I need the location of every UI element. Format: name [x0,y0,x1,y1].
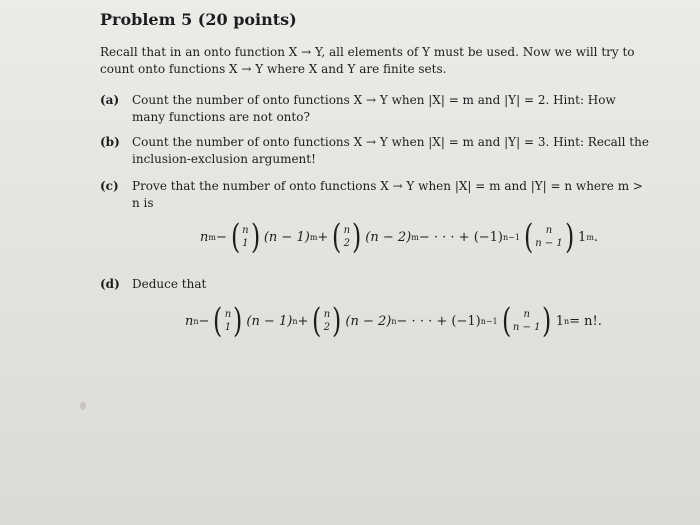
formula-c-plus: + [317,229,329,245]
formula-d-end: = n!. [569,313,602,329]
binom-top: n [224,309,232,320]
formula-c-dots: − · · · + (−1) [418,229,503,245]
formula-c-tail-exp: m [586,232,594,242]
formula-d-tail-exp: n [564,316,570,326]
part-c-label: (c) [100,179,119,193]
formula-d-lead: n [185,313,194,329]
formula-d-term-1-exp: n [292,316,298,326]
formula-d-term-2: (n − 2) [345,313,392,329]
binom-bottom: 2 [343,238,350,249]
formula-c-term-2-exp: m [411,232,419,242]
binom-bottom: 2 [323,322,331,333]
formula-d-minus: − [198,313,210,329]
formula-d-sign-exp: n−1 [480,316,498,326]
formula-c-lead: n [200,229,209,245]
binom-top: n [343,225,351,236]
formula-d-lead-exp: n [193,316,199,326]
binom-top: n [323,309,331,320]
formula-d-binom-1: ( n 1 ) [213,301,243,341]
binom-top: n [545,225,553,236]
part-b-label: (b) [100,135,120,149]
part-d-text: Deduce that [132,277,207,291]
formula-d-term-2-exp: n [391,316,397,326]
formula-c-tail: 1 [578,229,587,245]
formula-d-tail: 1 [555,313,564,329]
formula-c-end: . [593,229,599,245]
binom-bottom: n − 1 [512,322,541,333]
part-d-label: (d) [100,277,120,291]
formula-c-sign-exp: n−1 [503,232,520,242]
formula-d-term-1: (n − 1) [246,313,293,329]
part-c-text: Prove that the number of onto functions X → Y when |X| = m and |Y| = n where m > n is [132,179,643,210]
formula-d-binom-2: ( n 2 ) [312,301,342,341]
problem-title: Problem 5 (20 points) [100,10,297,29]
part-b-text: Count the number of onto functions X → Y when |X| = m and |Y| = 3. Hint: Recall the inclusion-exclusion argument! [132,135,649,166]
binom-bottom: 1 [242,238,249,249]
formula-c-binom-3: ( n n − 1 ) [523,217,575,257]
binom-top: n [523,309,530,320]
formula-d [185,301,602,341]
binom-top: n [242,225,249,236]
formula-d-plus: + [297,313,309,329]
formula-c-term-1-exp: m [309,232,318,242]
part-a-text: Count the number of onto functions X → Y when |X| = m and |Y| = 2. Hint: How many functions are not onto? [132,93,616,124]
formula-c [200,217,599,257]
part-a-label: (a) [100,93,120,107]
binom-bottom: 1 [224,322,232,333]
formula-c-binom-1: ( n 1 ) [230,217,260,257]
formula-c-binom-2: ( n 2 ) [332,217,362,257]
formula-c-lead-exp: m [208,232,216,242]
binom-bottom: n − 1 [535,238,563,249]
formula-d-binom-3: ( n n − 1 ) [501,301,552,341]
page-smudge [80,402,86,410]
formula-c-minus: − [215,229,227,245]
formula-c-term-2: (n − 2) [365,229,412,245]
formula-d-dots: − · · · + (−1) [396,313,481,329]
formula-c-term-1: (n − 1) [263,229,310,245]
problem-intro: Recall that in an onto function X → Y, all elements of Y must be used. Now we will try to count onto functions X → Y where X and Y are finite sets. [100,45,635,76]
